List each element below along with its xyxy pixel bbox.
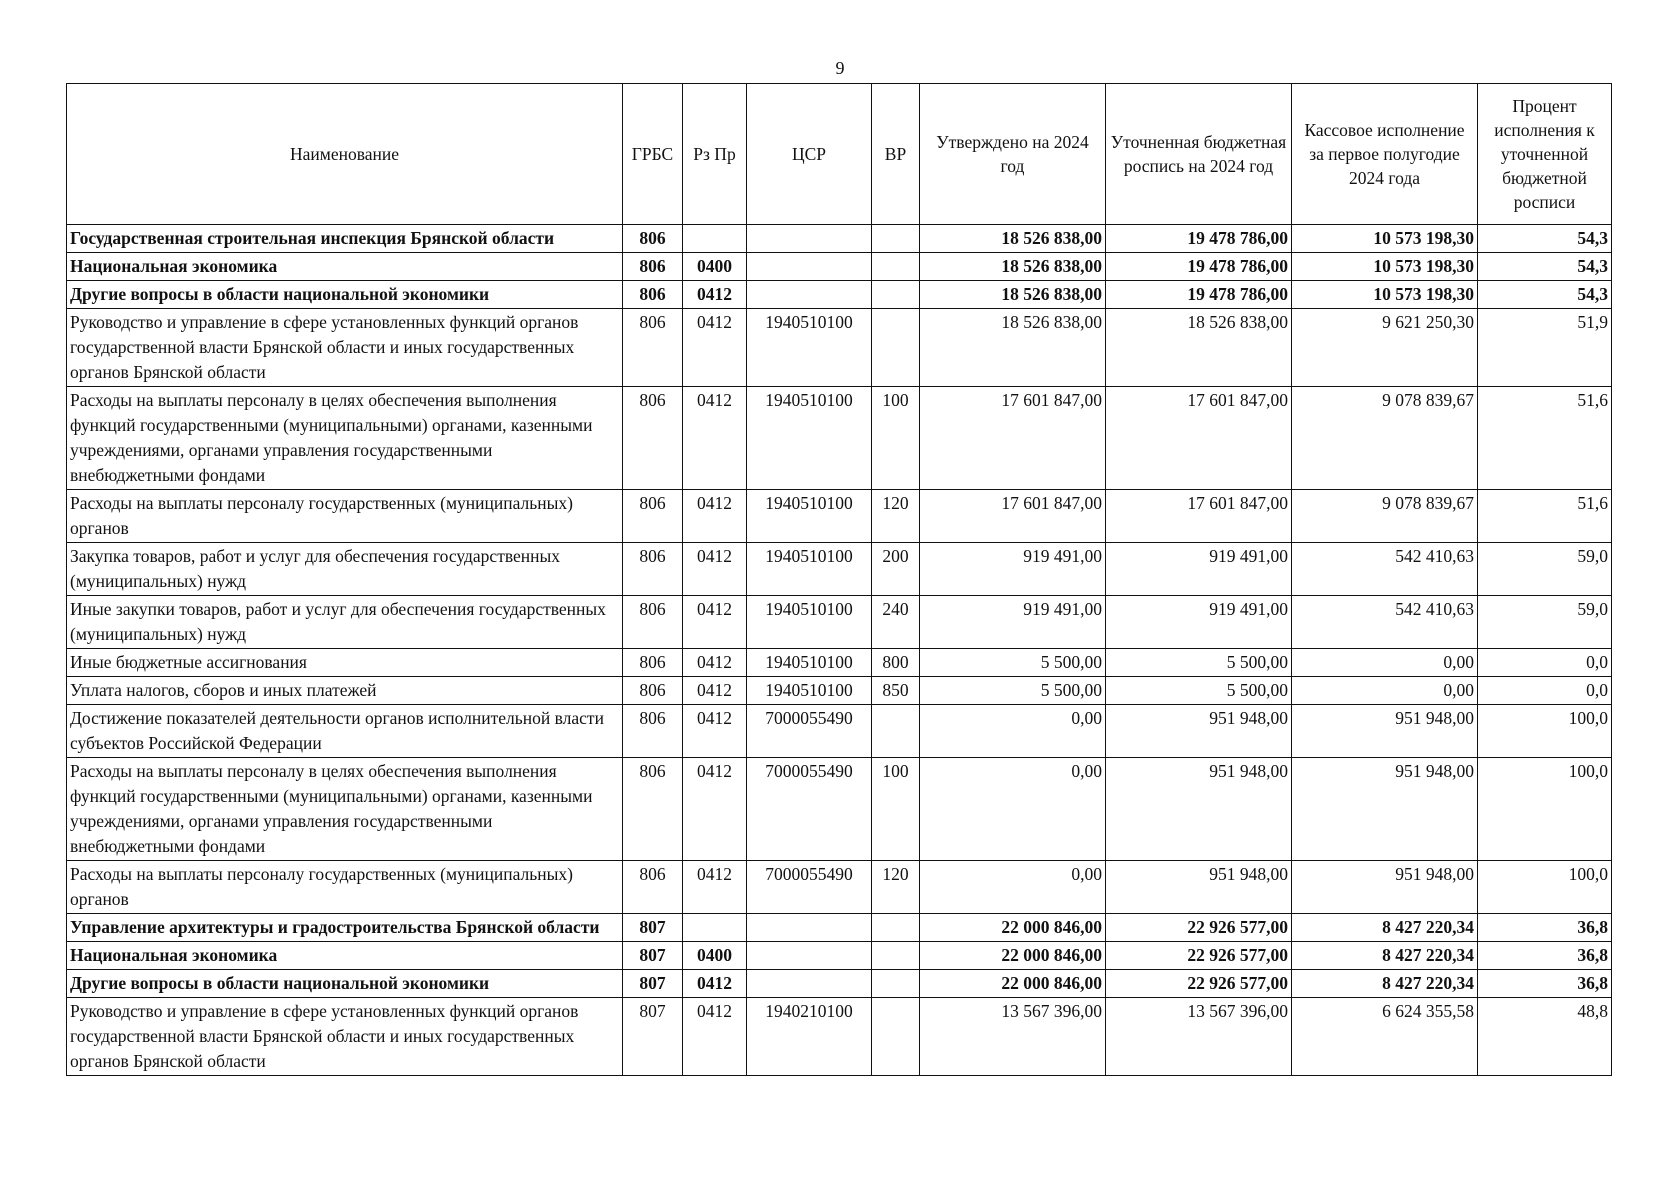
cell-rzpr: 0412 — [683, 543, 747, 596]
cell-name: Иные бюджетные ассигнования — [67, 649, 623, 677]
cell-refined: 919 491,00 — [1106, 596, 1292, 649]
cell-name: Государственная строительная инспекция Брянской области — [67, 225, 623, 253]
cell-csr: 7000055490 — [747, 705, 872, 758]
cell-name: Другие вопросы в области национальной экономики — [67, 970, 623, 998]
cell-name: Управление архитектуры и градостроительства Брянской области — [67, 914, 623, 942]
header-percent: Процент исполнения к уточненной бюджетной росписи — [1478, 84, 1612, 225]
table-row — [67, 387, 1612, 490]
cell-grbs: 807 — [623, 998, 683, 1076]
cell-percent: 36,8 — [1478, 970, 1612, 998]
cell-rzpr: 0412 — [683, 490, 747, 543]
cell-name: Достижение показателей деятельности органов исполнительной власти субъектов Российской Федерации — [67, 705, 623, 758]
cell-rzpr: 0412 — [683, 596, 747, 649]
table-row — [67, 942, 1612, 970]
cell-csr: 1940510100 — [747, 543, 872, 596]
cell-approved: 5 500,00 — [920, 649, 1106, 677]
cell-approved: 17 601 847,00 — [920, 490, 1106, 543]
cell-percent: 48,8 — [1478, 998, 1612, 1076]
cell-cash: 10 573 198,30 — [1292, 253, 1478, 281]
cell-approved: 18 526 838,00 — [920, 309, 1106, 387]
cell-grbs: 806 — [623, 543, 683, 596]
cell-cash: 951 948,00 — [1292, 758, 1478, 861]
header-name: Наименование — [67, 84, 623, 225]
cell-vr — [872, 309, 920, 387]
cell-approved: 18 526 838,00 — [920, 225, 1106, 253]
cell-vr — [872, 942, 920, 970]
cell-vr: 800 — [872, 649, 920, 677]
cell-vr: 850 — [872, 677, 920, 705]
cell-percent: 59,0 — [1478, 543, 1612, 596]
cell-refined: 19 478 786,00 — [1106, 253, 1292, 281]
cell-grbs: 806 — [623, 758, 683, 861]
cell-grbs: 806 — [623, 677, 683, 705]
header-cash: Кассовое исполнение за первое полугодие 2024 года — [1292, 84, 1478, 225]
cell-percent: 0,0 — [1478, 649, 1612, 677]
cell-approved: 0,00 — [920, 758, 1106, 861]
cell-vr — [872, 225, 920, 253]
cell-cash: 10 573 198,30 — [1292, 225, 1478, 253]
cell-refined: 13 567 396,00 — [1106, 998, 1292, 1076]
cell-approved: 5 500,00 — [920, 677, 1106, 705]
cell-percent: 51,6 — [1478, 387, 1612, 490]
cell-name: Руководство и управление в сфере установленных функций органов государственной власти Брянской области и иных государственных органов Брянской области — [67, 998, 623, 1076]
cell-refined: 22 926 577,00 — [1106, 942, 1292, 970]
cell-rzpr: 0412 — [683, 758, 747, 861]
budget-execution-table — [66, 83, 1612, 1076]
cell-grbs: 807 — [623, 970, 683, 998]
cell-approved: 919 491,00 — [920, 543, 1106, 596]
cell-rzpr: 0412 — [683, 649, 747, 677]
cell-csr: 7000055490 — [747, 758, 872, 861]
cell-refined: 5 500,00 — [1106, 649, 1292, 677]
cell-approved: 18 526 838,00 — [920, 281, 1106, 309]
cell-vr: 200 — [872, 543, 920, 596]
cell-refined: 5 500,00 — [1106, 677, 1292, 705]
cell-percent: 0,0 — [1478, 677, 1612, 705]
cell-percent: 54,3 — [1478, 225, 1612, 253]
cell-refined: 951 948,00 — [1106, 758, 1292, 861]
cell-csr — [747, 970, 872, 998]
cell-grbs: 806 — [623, 309, 683, 387]
cell-refined: 19 478 786,00 — [1106, 281, 1292, 309]
cell-csr: 1940510100 — [747, 677, 872, 705]
cell-approved: 919 491,00 — [920, 596, 1106, 649]
header-rzpr: Рз Пр — [683, 84, 747, 225]
cell-cash: 0,00 — [1292, 649, 1478, 677]
cell-cash: 9 078 839,67 — [1292, 490, 1478, 543]
table-row — [67, 758, 1612, 861]
cell-csr: 1940210100 — [747, 998, 872, 1076]
cell-csr: 1940510100 — [747, 309, 872, 387]
cell-refined: 17 601 847,00 — [1106, 490, 1292, 543]
cell-csr: 1940510100 — [747, 649, 872, 677]
cell-refined: 19 478 786,00 — [1106, 225, 1292, 253]
cell-rzpr: 0412 — [683, 705, 747, 758]
table-row — [67, 309, 1612, 387]
table-row — [67, 677, 1612, 705]
table-row — [67, 861, 1612, 914]
cell-percent: 36,8 — [1478, 914, 1612, 942]
table-row — [67, 596, 1612, 649]
cell-vr — [872, 705, 920, 758]
cell-refined: 22 926 577,00 — [1106, 914, 1292, 942]
cell-name: Расходы на выплаты персоналу государственных (муниципальных) органов — [67, 490, 623, 543]
cell-percent: 54,3 — [1478, 253, 1612, 281]
cell-cash: 9 078 839,67 — [1292, 387, 1478, 490]
cell-name: Руководство и управление в сфере установленных функций органов государственной власти Брянской области и иных государственных органов Брянской области — [67, 309, 623, 387]
cell-name: Расходы на выплаты персоналу государственных (муниципальных) органов — [67, 861, 623, 914]
cell-grbs: 806 — [623, 490, 683, 543]
cell-csr — [747, 225, 872, 253]
cell-percent: 54,3 — [1478, 281, 1612, 309]
table-row — [67, 253, 1612, 281]
cell-csr: 7000055490 — [747, 861, 872, 914]
cell-approved: 22 000 846,00 — [920, 942, 1106, 970]
cell-cash: 951 948,00 — [1292, 705, 1478, 758]
cell-csr — [747, 253, 872, 281]
cell-rzpr: 0412 — [683, 861, 747, 914]
cell-cash: 8 427 220,34 — [1292, 942, 1478, 970]
header-csr: ЦСР — [747, 84, 872, 225]
cell-refined: 951 948,00 — [1106, 861, 1292, 914]
header-grbs: ГРБС — [623, 84, 683, 225]
cell-name: Национальная экономика — [67, 253, 623, 281]
page-number: 9 — [835, 58, 845, 78]
cell-vr: 120 — [872, 861, 920, 914]
cell-cash: 8 427 220,34 — [1292, 970, 1478, 998]
cell-grbs: 807 — [623, 942, 683, 970]
cell-name: Иные закупки товаров, работ и услуг для обеспечения государственных (муниципальных) нужд — [67, 596, 623, 649]
cell-grbs: 806 — [623, 253, 683, 281]
table-body — [67, 225, 1612, 1076]
table-header-row — [67, 84, 1612, 225]
cell-name: Другие вопросы в области национальной экономики — [67, 281, 623, 309]
cell-rzpr: 0412 — [683, 677, 747, 705]
cell-rzpr: 0412 — [683, 281, 747, 309]
cell-percent: 51,9 — [1478, 309, 1612, 387]
table-row — [67, 998, 1612, 1076]
cell-vr — [872, 253, 920, 281]
cell-grbs: 807 — [623, 914, 683, 942]
cell-vr — [872, 914, 920, 942]
table-row — [67, 649, 1612, 677]
cell-csr: 1940510100 — [747, 596, 872, 649]
cell-vr: 100 — [872, 758, 920, 861]
cell-approved: 0,00 — [920, 705, 1106, 758]
cell-csr — [747, 942, 872, 970]
table-row — [67, 281, 1612, 309]
table-row — [67, 490, 1612, 543]
cell-approved: 22 000 846,00 — [920, 970, 1106, 998]
cell-name: Расходы на выплаты персоналу в целях обеспечения выполнения функций государственными (муниципальными) органами, казенными учреждениями, органами управления государственными внебюджетными фондами — [67, 387, 623, 490]
cell-vr — [872, 281, 920, 309]
cell-percent: 100,0 — [1478, 758, 1612, 861]
cell-name: Расходы на выплаты персоналу в целях обеспечения выполнения функций государственными (муниципальными) органами, казенными учреждениями, органами управления государственными внебюджетными фондами — [67, 758, 623, 861]
cell-percent: 100,0 — [1478, 705, 1612, 758]
cell-cash: 9 621 250,30 — [1292, 309, 1478, 387]
cell-percent: 51,6 — [1478, 490, 1612, 543]
cell-vr — [872, 970, 920, 998]
cell-csr: 1940510100 — [747, 490, 872, 543]
cell-cash: 951 948,00 — [1292, 861, 1478, 914]
cell-refined: 18 526 838,00 — [1106, 309, 1292, 387]
cell-refined: 951 948,00 — [1106, 705, 1292, 758]
cell-vr: 120 — [872, 490, 920, 543]
cell-vr: 240 — [872, 596, 920, 649]
cell-cash: 542 410,63 — [1292, 543, 1478, 596]
cell-rzpr: 0412 — [683, 970, 747, 998]
cell-name: Уплата налогов, сборов и иных платежей — [67, 677, 623, 705]
cell-rzpr: 0412 — [683, 387, 747, 490]
table-row — [67, 225, 1612, 253]
cell-grbs: 806 — [623, 649, 683, 677]
cell-grbs: 806 — [623, 387, 683, 490]
cell-approved: 22 000 846,00 — [920, 914, 1106, 942]
cell-grbs: 806 — [623, 596, 683, 649]
header-approved: Утверждено на 2024 год — [920, 84, 1106, 225]
cell-vr — [872, 998, 920, 1076]
cell-vr: 100 — [872, 387, 920, 490]
header-refined: Уточненная бюджетная роспись на 2024 год — [1106, 84, 1292, 225]
table-row — [67, 970, 1612, 998]
cell-rzpr: 0412 — [683, 998, 747, 1076]
table-row — [67, 914, 1612, 942]
cell-grbs: 806 — [623, 705, 683, 758]
cell-name: Национальная экономика — [67, 942, 623, 970]
cell-approved: 13 567 396,00 — [920, 998, 1106, 1076]
cell-csr — [747, 281, 872, 309]
cell-cash: 0,00 — [1292, 677, 1478, 705]
cell-rzpr: 0400 — [683, 942, 747, 970]
table-row — [67, 543, 1612, 596]
cell-grbs: 806 — [623, 861, 683, 914]
cell-cash: 6 624 355,58 — [1292, 998, 1478, 1076]
cell-refined: 919 491,00 — [1106, 543, 1292, 596]
cell-percent: 36,8 — [1478, 942, 1612, 970]
cell-refined: 22 926 577,00 — [1106, 970, 1292, 998]
cell-rzpr — [683, 225, 747, 253]
header-vr: ВР — [872, 84, 920, 225]
cell-refined: 17 601 847,00 — [1106, 387, 1292, 490]
cell-cash: 542 410,63 — [1292, 596, 1478, 649]
cell-cash: 8 427 220,34 — [1292, 914, 1478, 942]
cell-approved: 18 526 838,00 — [920, 253, 1106, 281]
cell-rzpr — [683, 914, 747, 942]
cell-approved: 17 601 847,00 — [920, 387, 1106, 490]
cell-cash: 10 573 198,30 — [1292, 281, 1478, 309]
cell-rzpr: 0412 — [683, 309, 747, 387]
cell-grbs: 806 — [623, 225, 683, 253]
cell-rzpr: 0400 — [683, 253, 747, 281]
cell-csr — [747, 914, 872, 942]
table-row — [67, 705, 1612, 758]
cell-name: Закупка товаров, работ и услуг для обеспечения государственных (муниципальных) нужд — [67, 543, 623, 596]
cell-approved: 0,00 — [920, 861, 1106, 914]
cell-csr: 1940510100 — [747, 387, 872, 490]
cell-grbs: 806 — [623, 281, 683, 309]
cell-percent: 100,0 — [1478, 861, 1612, 914]
cell-percent: 59,0 — [1478, 596, 1612, 649]
